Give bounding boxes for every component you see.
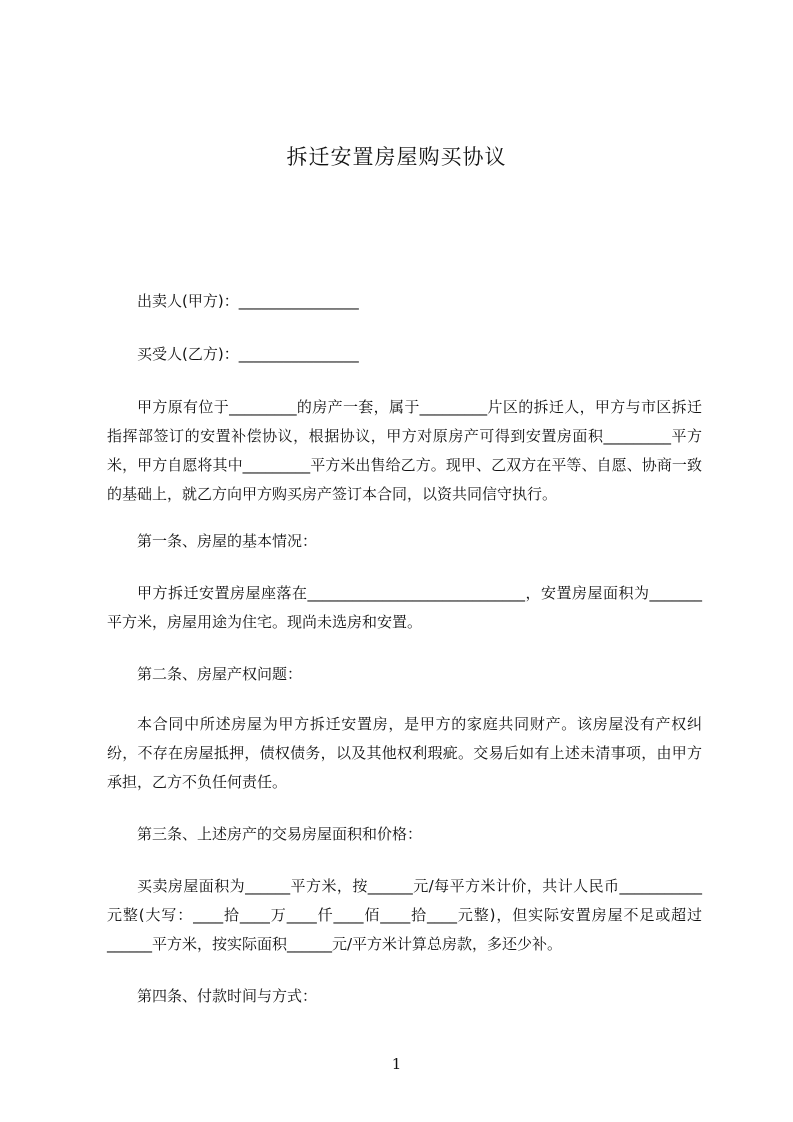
- article-3-body: 买卖房屋面积为______平方米，按______元/每平方米计价，共计人民币___________元整(大写：____拾____万____仟____佰____拾____元整)，但实际安置房屋不足或超过______平方米，按实际面积______元/平方米计算总房款，多还少补。: [107, 877, 702, 953]
- article-3-heading: 第三条、上述房产的交易房屋面积和价格：: [137, 825, 423, 843]
- seller-line: 出卖人(甲方)：________________: [137, 292, 359, 310]
- page-number: 1: [391, 1055, 402, 1073]
- document-title: 拆迁安置房屋购买协议: [286, 145, 507, 169]
- buyer-line: 买受人(乙方)：________________: [137, 345, 359, 363]
- article-1-body: 甲方拆迁安置房屋座落在_____________________________，安置房屋面积为_______平方米，房屋用途为住宅。现尚未选房和安置。: [107, 584, 702, 631]
- article-2-body: 本合同中所述房屋为甲方拆迁安置房，是甲方的家庭共同财产。该房屋没有产权纠纷，不存在房屋抵押，债权债务，以及其他权利瑕疵。交易后如有上述未清事项，由甲方承担，乙方不负任何责任。: [107, 715, 702, 791]
- intro-paragraph: 甲方原有位于_________的房产一套，属于_________片区的拆迁人，甲方与市区拆迁指挥部签订的安置补偿协议，根据协议，甲方对原房产可得到安置房面积_________平方米，甲方自愿将其中_________平方米出售给乙方。现甲、乙双方在平等、自愿、协商一致的基础上，就乙方向甲方购买房产签订本合同，以资共同信守执行。: [107, 398, 702, 503]
- article-2-heading: 第二条、房屋产权问题：: [137, 665, 303, 683]
- article-4-heading: 第四条、付款时间与方式：: [137, 987, 318, 1005]
- article-1-heading: 第一条、房屋的基本情况：: [137, 532, 318, 550]
